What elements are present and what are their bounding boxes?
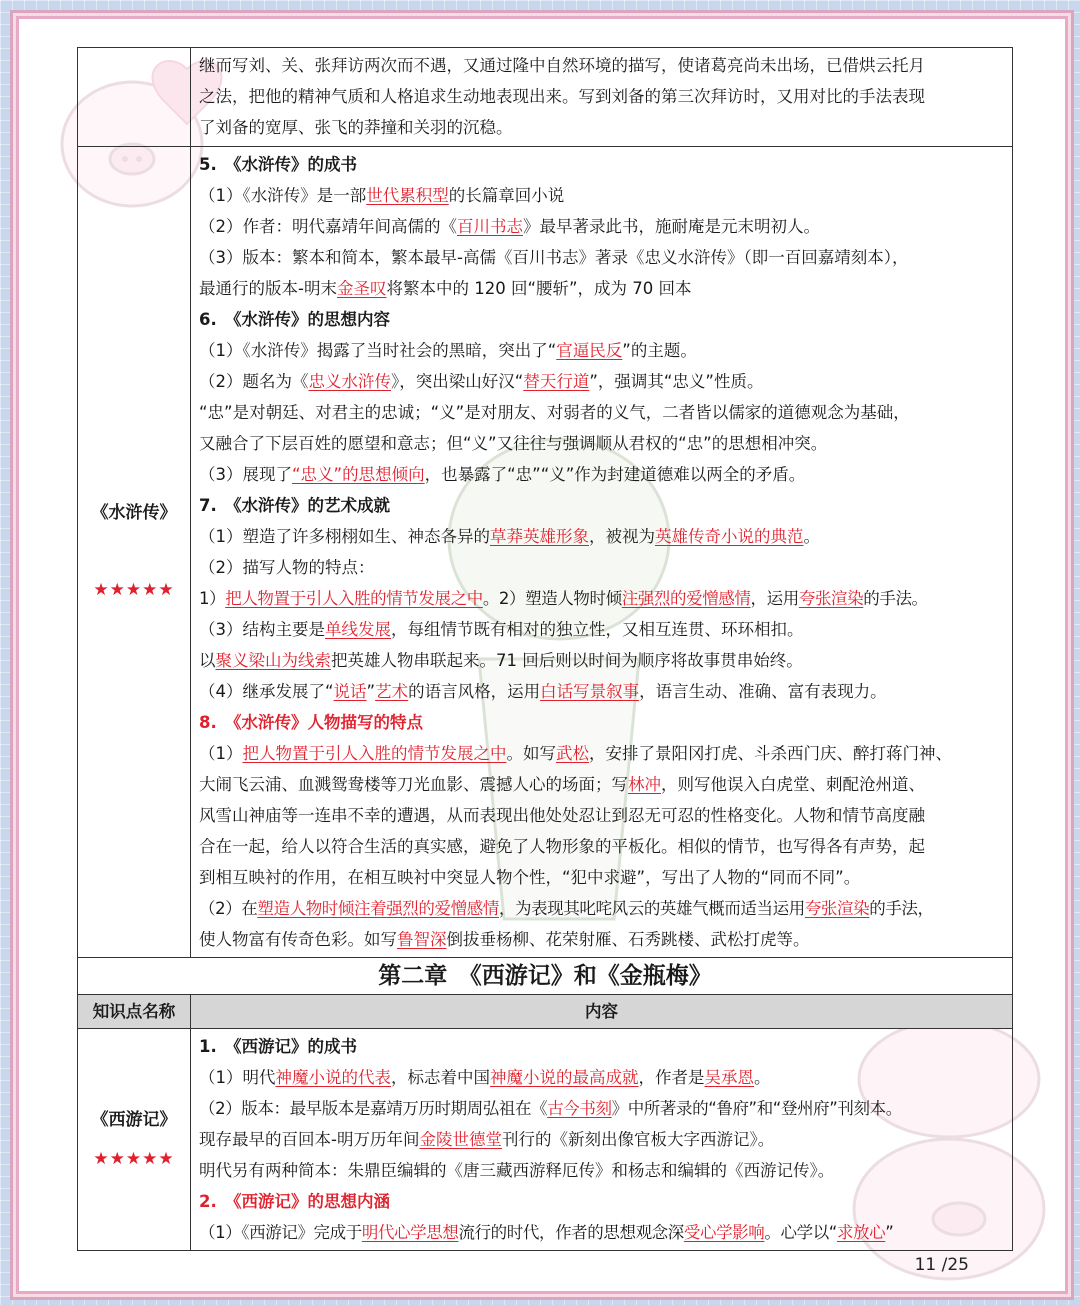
key-term: 百川书志 bbox=[457, 217, 523, 236]
knowledge-point-name: 《水浒传》 bbox=[91, 503, 177, 523]
knowledge-table-shuihu bbox=[77, 47, 1013, 958]
text-line: （1）《西游记》完成于明代心学思想流行的时代，作者的思想观念深受心学影响。心学以“求放心” bbox=[199, 1223, 894, 1242]
page-number: 11 /25 bbox=[914, 1255, 969, 1275]
key-term: 鲁智深 bbox=[397, 930, 447, 949]
column-header-name: 知识点名称 bbox=[78, 995, 191, 1029]
section-heading: 5. 《水浒传》的成书 bbox=[199, 155, 357, 174]
text-line: 风雪山神庙等一连串不幸的遭遇，从而表现出他处处忍让到忍无可忍的性格变化。人物和情节高度融 bbox=[199, 806, 925, 825]
section-heading: 8. 《水浒传》人物描写的特点 bbox=[199, 713, 423, 732]
text-line: （2）版本：最早版本是嘉靖万历时期周弘祖在《古今书刻》中所著录的“鲁府”和“登州府”刊刻本。 bbox=[199, 1099, 902, 1118]
key-term: 忠义水浒传 bbox=[308, 372, 391, 391]
key-term: 武松 bbox=[556, 744, 589, 763]
text-line: （1）把人物置于引人入胜的情节发展之中。如写武松，安排了景阳冈打虎、斗杀西门庆、醉打蒋门神、 bbox=[199, 744, 952, 763]
text-line: （2）题名为《忠义水浒传》，突出梁山好汉“替天行道”，强调其“忠义”性质。 bbox=[199, 372, 764, 391]
text-line: （3）版本：繁本和简本，繁本最早-高儒《百川书志》著录《忠义水浒传》（即一百回嘉靖刻本）， bbox=[199, 248, 909, 267]
key-term: 草莽英雄形象 bbox=[490, 527, 589, 546]
text-line: （1）明代神魔小说的代表，标志着中国神魔小说的最高成就，作者是吴承恩。 bbox=[199, 1068, 771, 1087]
page-frame bbox=[16, 16, 1068, 1294]
text-line: （2）作者：明代嘉靖年间高儒的《百川书志》最早著录此书，施耐庵是元末明初人。 bbox=[199, 217, 820, 236]
text-line: （3）结构主要是单线发展，每组情节既有相对的独立性，又相互连贯、环环相扣。 bbox=[199, 620, 804, 639]
text-line: （2）描写人物的特点： bbox=[199, 558, 375, 577]
text-line: （1）塑造了许多栩栩如生、神态各异的草莽英雄形象，被视为英雄传奇小说的典范。 bbox=[199, 527, 820, 546]
key-term: 单线发展 bbox=[325, 620, 391, 639]
text-line: 大闹飞云浦、血溅鸳鸯楼等刀光血影、震撼人心的场面；写林冲，则写他误入白虎堂、刺配沧州道、 bbox=[199, 775, 925, 794]
key-term: 古今书刻 bbox=[547, 1099, 612, 1118]
section-heading: 1. 《西游记》的成书 bbox=[199, 1037, 357, 1056]
key-term: 明代心学思想 bbox=[361, 1223, 459, 1242]
key-term: 官逼民反 bbox=[556, 341, 623, 360]
key-term: 白话写景叙事 bbox=[540, 682, 640, 701]
text-line: 合在一起，给人以符合生活的真实感，避免了人物形象的平板化。相似的情节，也写得各有声势，起 bbox=[199, 837, 925, 856]
chapter-title: 第二章 《西游记》和《金瓶梅》 bbox=[77, 958, 1013, 994]
key-term: 把人物置于引人入胜的情节发展之中 bbox=[242, 744, 507, 763]
key-term: 说话 bbox=[333, 682, 367, 701]
key-term: 金圣叹 bbox=[336, 279, 387, 298]
key-term: 金陵世德堂 bbox=[419, 1130, 502, 1149]
key-term: 夸张渲染 bbox=[798, 589, 864, 608]
text-line: （1）《水浒传》揭露了当时社会的黑暗，突出了“官逼民反”的主题。 bbox=[199, 341, 697, 360]
importance-stars: ★★★★★ bbox=[93, 580, 175, 600]
section-heading: 7. 《水浒传》的艺术成就 bbox=[199, 496, 390, 515]
key-term: 林冲 bbox=[628, 775, 661, 794]
key-term: 替天行道 bbox=[523, 372, 590, 391]
knowledge-table-xiyou bbox=[77, 994, 1013, 1251]
row-name-cell bbox=[78, 1029, 191, 1251]
key-term: “忠义”的思想倾向 bbox=[292, 465, 425, 484]
row-name-cell bbox=[78, 147, 191, 958]
text-line: 继而写刘、关、张拜访两次而不遇，又通过隆中自然环境的描写，使诸葛亮尚未出场，已借烘云托月 bbox=[199, 56, 925, 75]
section-heading: 6. 《水浒传》的思想内容 bbox=[199, 310, 390, 329]
column-header-content: 内容 bbox=[191, 995, 1013, 1029]
text-line: 现存最早的百回本-明万历年间金陵世德堂刊行的《新刻出像官板大字西游记》。 bbox=[199, 1130, 775, 1149]
key-term: 受心学影响 bbox=[683, 1223, 765, 1242]
table-header-row bbox=[78, 995, 1013, 1029]
text-line: 1）把人物置于引人入胜的情节发展之中。2）塑造人物时倾注强烈的爱憎感情，运用夸张渲染的手法。 bbox=[199, 589, 928, 608]
section-heading: 2. 《西游记》的思想内涵 bbox=[199, 1192, 390, 1211]
text-line: （4）继承发展了“说话”艺术的语言风格，运用白话写景叙事，语言生动、准确、富有表现力。 bbox=[199, 682, 887, 701]
key-term: 把人物置于引人入胜的情节发展之中 bbox=[225, 589, 483, 608]
importance-stars: ★★★★★ bbox=[93, 1148, 175, 1169]
text-line: 以聚义梁山为线索把英雄人物串联起来。71 回后则以时间为顺序将故事贯串始终。 bbox=[199, 651, 803, 670]
text-line: 又融合了下层百姓的愿望和意志；但“义”又往往与强调顺从君权的“忠”的思想相冲突。 bbox=[199, 434, 828, 453]
key-term: 聚义梁山为线索 bbox=[215, 651, 331, 670]
text-line: 之法，把他的精神气质和人格追求生动地表现出来。写到刘备的第三次拜访时，又用对比的手法表现 bbox=[199, 87, 925, 106]
key-term: 求放心 bbox=[836, 1223, 886, 1242]
knowledge-point-name: 《西游记》 bbox=[91, 1109, 177, 1130]
table-row bbox=[78, 48, 1013, 147]
key-term: 神魔小说的代表 bbox=[275, 1068, 391, 1087]
key-term: 塑造人物时倾注着强烈的爱憎感情 bbox=[257, 899, 499, 918]
text-line: 使人物富有传奇色彩。如写鲁智深倒拔垂杨柳、花荣射雁、石秀跳楼、武松打虎等。 bbox=[199, 930, 810, 949]
text-line: “忠”是对朝廷、对君主的忠诚；“义”是对朋友、对弱者的义气，二者皆以儒家的道德观念为基础， bbox=[199, 403, 910, 422]
table-row bbox=[78, 147, 1013, 958]
key-term: 夸张渲染 bbox=[804, 899, 870, 918]
key-term: 吴承恩 bbox=[704, 1068, 754, 1087]
key-term: 世代累积型 bbox=[366, 186, 449, 205]
row-content-cell bbox=[191, 1029, 1013, 1251]
row-content-cell bbox=[191, 147, 1013, 958]
key-term: 神魔小说的最高成就 bbox=[490, 1068, 639, 1087]
text-line: （3）展现了“忠义”的思想倾向，也暴露了“忠”“义”作为封建道德难以两全的矛盾。 bbox=[199, 465, 806, 484]
key-term: 英雄传奇小说的典范 bbox=[655, 527, 804, 546]
key-term: 注强烈的爱憎感情 bbox=[621, 589, 751, 608]
table-row bbox=[78, 1029, 1013, 1251]
text-line: 最通行的版本-明末金圣叹将繁本中的 120 回“腰斩”，成为 70 回本 bbox=[199, 279, 692, 298]
key-term: 艺术 bbox=[375, 682, 409, 701]
document-body bbox=[77, 47, 1013, 1251]
text-line: （1）《水浒传》是一部世代累积型的长篇章回小说 bbox=[199, 186, 565, 205]
text-line: 到相互映衬的作用，在相互映衬中突显人物个性，“犯中求避”，写出了人物的“同而不同”。 bbox=[199, 868, 861, 887]
row-content-cell bbox=[191, 48, 1013, 147]
row-name-cell-empty bbox=[78, 48, 191, 147]
text-line: 明代另有两种简本：朱鼎臣编辑的《唐三藏西游释厄传》和杨志和编辑的《西游记传》。 bbox=[199, 1161, 835, 1180]
text-line: 了刘备的宽厚、张飞的莽撞和关羽的沉稳。 bbox=[199, 118, 513, 137]
text-line: （2）在塑造人物时倾注着强烈的爱憎感情，为表现其叱咤风云的英雄气概而适当运用夸张渲染的手法， bbox=[199, 899, 934, 918]
